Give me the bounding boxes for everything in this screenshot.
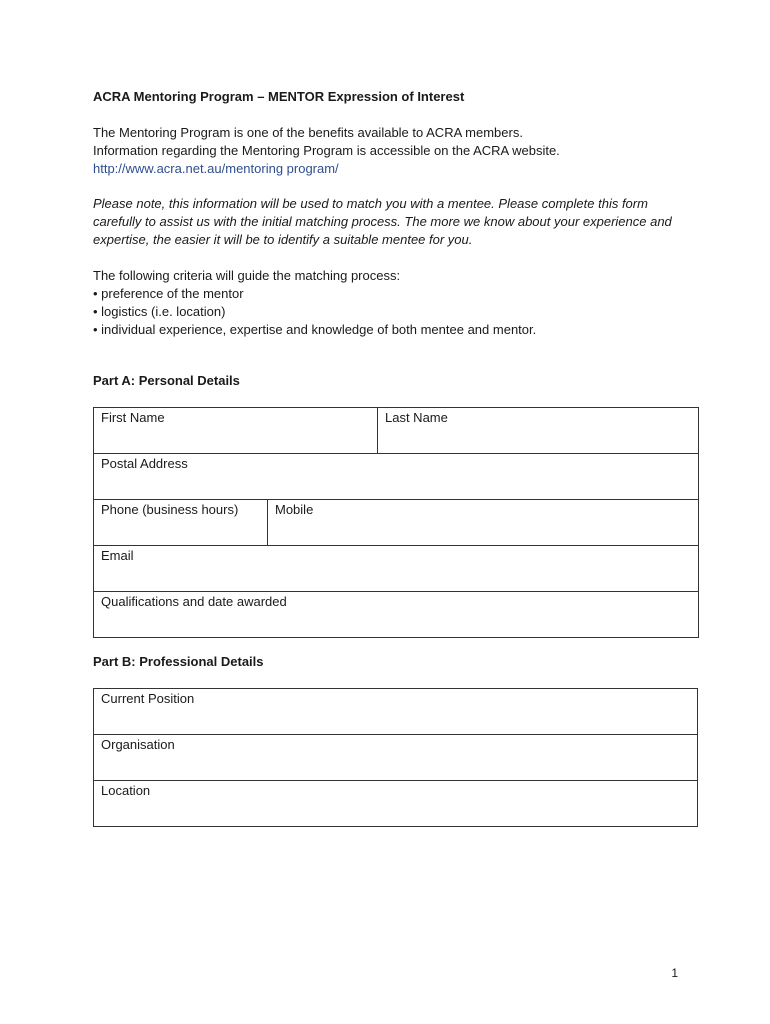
- intro-line-2: Information regarding the Mentoring Program is accessible on the ACRA website.: [93, 143, 560, 158]
- part-b-heading: Part B: Professional Details: [93, 654, 264, 669]
- personal-details-table: [93, 407, 699, 638]
- postal-address-field[interactable]: Postal Address: [94, 454, 699, 500]
- organisation-field[interactable]: Organisation: [94, 735, 698, 781]
- matching-criteria: [93, 267, 536, 339]
- acra-website-link[interactable]: http://www.acra.net.au/mentoring program/: [93, 161, 339, 176]
- part-a-heading: Part A: Personal Details: [93, 373, 240, 388]
- intro-line-1: The Mentoring Program is one of the benefits available to ACRA members.: [93, 125, 523, 140]
- qualifications-field[interactable]: Qualifications and date awarded: [94, 592, 699, 638]
- last-name-field[interactable]: Last Name: [378, 408, 699, 454]
- phone-field[interactable]: Phone (business hours): [94, 500, 268, 546]
- criteria-item: • individual experience, expertise and knowledge of both mentee and mentor.: [93, 321, 536, 339]
- criteria-item: • logistics (i.e. location): [93, 303, 536, 321]
- current-position-field[interactable]: Current Position: [94, 689, 698, 735]
- instruction-note: Please note, this information will be used to match you with a mentee. Please complete this form carefully to assist us with the initial matching process. The more we know about your experience and expertise, the easier it will be to identify a suitable mentee for you.: [93, 196, 672, 247]
- page-number: 1: [671, 966, 678, 980]
- professional-details-table: [93, 688, 698, 827]
- intro-paragraph: [93, 124, 560, 178]
- criteria-item: • preference of the mentor: [93, 285, 536, 303]
- criteria-lead: The following criteria will guide the matching process:: [93, 268, 401, 283]
- email-field[interactable]: Email: [94, 546, 699, 592]
- document-title: ACRA Mentoring Program – MENTOR Expression of Interest: [93, 89, 465, 104]
- location-field[interactable]: Location: [94, 781, 698, 827]
- mobile-field[interactable]: Mobile: [268, 500, 699, 546]
- criteria-list: [93, 285, 536, 339]
- first-name-field[interactable]: First Name: [94, 408, 378, 454]
